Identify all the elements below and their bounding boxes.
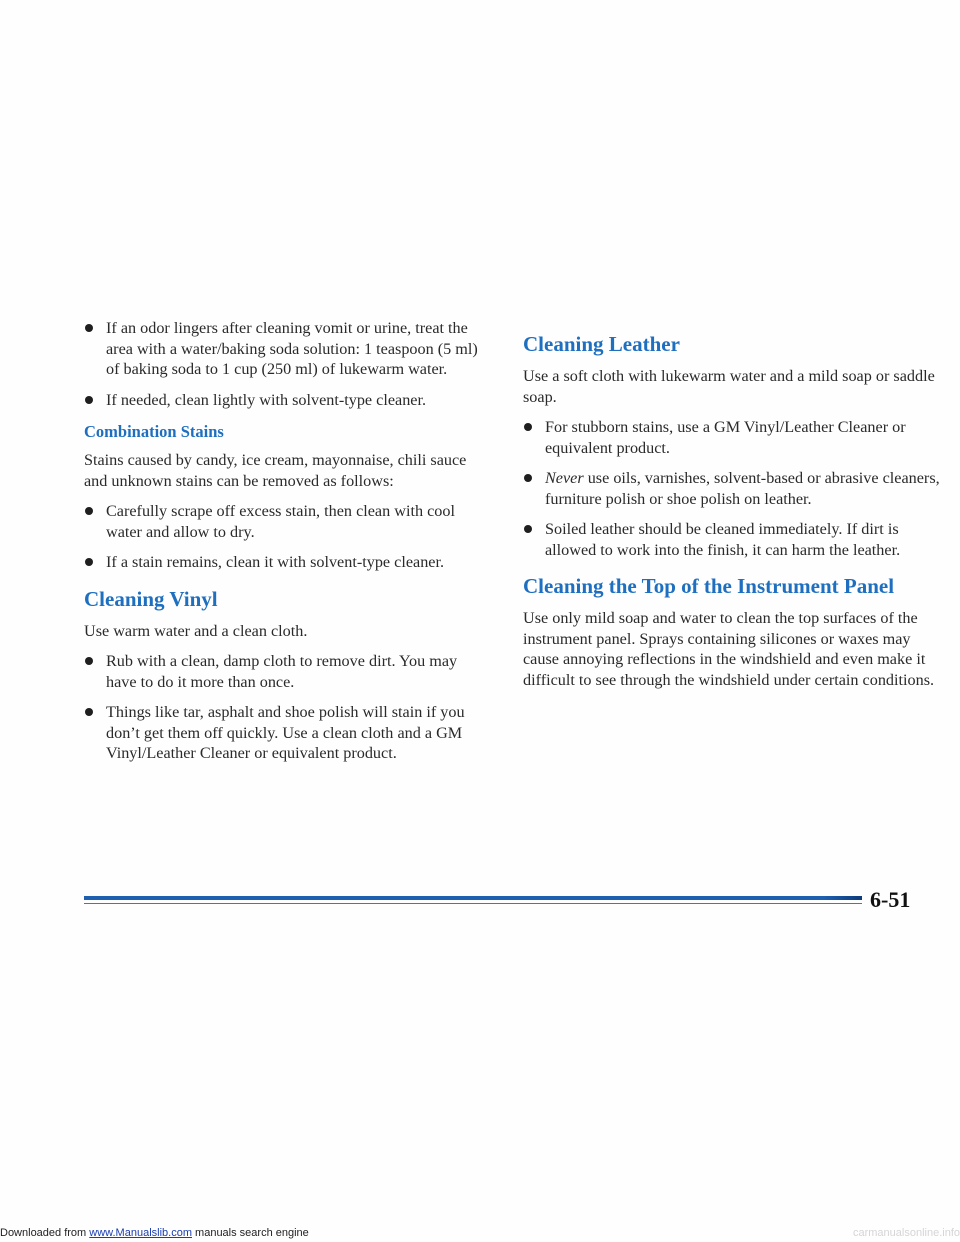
right-column <box>523 318 943 700</box>
stain-remains-bullet: If a stain remains, clean it with solvent-type cleaner. <box>84 552 484 573</box>
combination-stains-heading: Combination Stains <box>84 422 224 441</box>
cleaning-vinyl-paragraph: Use warm water and a clean cloth. <box>84 621 308 640</box>
left-column <box>84 318 484 774</box>
cleaning-vinyl-heading: Cleaning Vinyl <box>84 586 218 611</box>
odor-bullet: If an odor lingers after cleaning vomit or urine, treat the area with a water/baking soda solution: 1 teaspoon (5 ml) of baking soda to 1 cup (250 ml) of lukewarm water. <box>84 318 484 380</box>
tar-bullet: Things like tar, asphalt and shoe polish will stain if you don’t get them off quickly. Use a clean cloth and a GM Vinyl/Leather Cleaner or equivalent product. <box>84 702 484 764</box>
rub-bullet: Rub with a clean, damp cloth to remove dirt. You may have to do it more than once. <box>84 651 484 692</box>
never-emphasis: Never <box>545 469 584 487</box>
scrape-bullet: Carefully scrape off excess stain, then clean with cool water and allow to dry. <box>84 501 484 542</box>
combination-stains-paragraph: Stains caused by candy, ice cream, mayonnaise, chili sauce and unknown stains can be removed as follows: <box>84 451 467 490</box>
footer-rule-thin <box>84 903 862 904</box>
solvent-bullet: If needed, clean lightly with solvent-type cleaner. <box>84 390 484 411</box>
footer-suffix: manuals search engine <box>191 1227 309 1239</box>
cleaning-leather-heading: Cleaning Leather <box>523 332 680 356</box>
never-bullet-text: use oils, varnishes, solvent-based or abrasive cleaners, furniture polish or shoe polish on leather. <box>545 469 940 508</box>
soiled-leather-bullet: Soiled leather should be cleaned immediately. If dirt is allowed to work into the finish, it can harm the leather. <box>523 519 943 560</box>
watermark-footer: carmanualsonline.info <box>852 1227 960 1239</box>
stubborn-stains-bullet: For stubborn stains, use a GM Vinyl/Leather Cleaner or equivalent product. <box>523 417 943 458</box>
never-bullet <box>523 468 943 509</box>
page-number: 6-51 <box>870 887 911 912</box>
download-footer <box>0 1226 960 1240</box>
instrument-panel-paragraph: Use only mild soap and water to clean the top surfaces of the instrument panel. Sprays containing silicones or waxes may cause annoying reflections in the windshield and even make it difficult to see through the windshield under certain conditions. <box>523 609 935 689</box>
manualslib-link[interactable]: www.Manualslib.com <box>89 1227 192 1239</box>
cleaning-leather-paragraph: Use a soft cloth with lukewarm water and a mild soap or saddle soap. <box>523 367 935 406</box>
instrument-panel-heading: Cleaning the Top of the Instrument Panel <box>523 574 895 598</box>
footer-prefix: Downloaded from <box>0 1227 90 1239</box>
footer-rule <box>84 896 862 900</box>
